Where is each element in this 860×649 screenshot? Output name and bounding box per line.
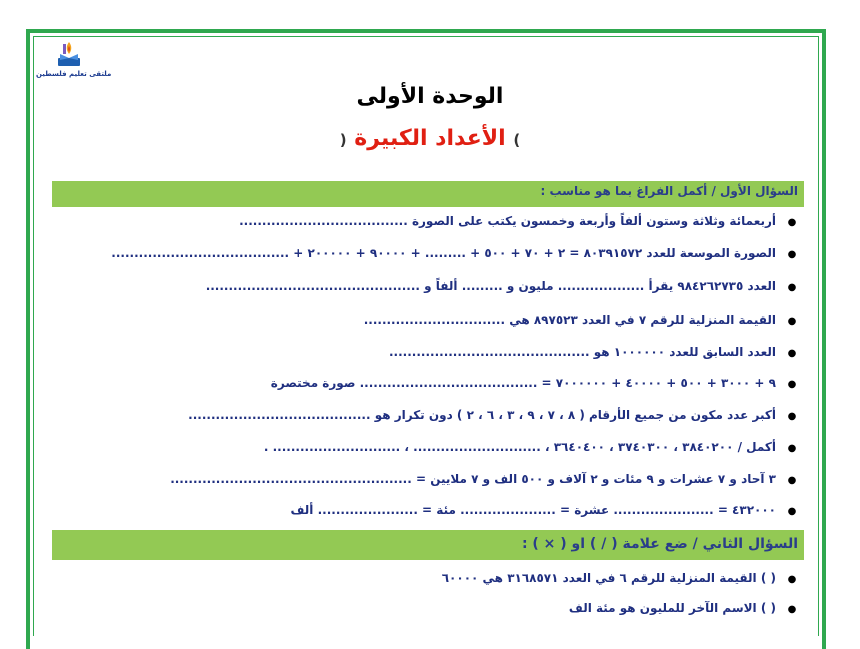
item-text: الصورة الموسعة للعدد ٨٠٣٩١٥٧٢ = ٢ + ٧٠ + ٥٠٠ + ......... + ٩٠٠٠٠ + ٢٠٠٠٠٠ + .......................................: [111, 246, 776, 260]
list-item: [50, 503, 800, 517]
list-item: [50, 601, 800, 615]
item-text: ( ) القيمة المنزلية للرقم ٦ في العدد ٣١٦٨٥٧١ هي ٦٠٠٠٠: [441, 571, 776, 585]
bullet-icon: ●: [787, 282, 797, 293]
list-item: [50, 345, 800, 359]
item-text: أكمل / ٣٨٤٠٢٠٠ ، ٣٧٤٠٣٠٠ ، ٣٦٤٠٤٠٠ ، ............................ ، ............................ .: [263, 440, 776, 454]
list-item: [50, 214, 800, 228]
bullet-icon: ●: [787, 604, 797, 615]
bullet-icon: ●: [787, 316, 797, 327]
list-item: [50, 472, 800, 486]
bullet-icon: ●: [787, 506, 797, 517]
unit-title: الوحدة الأولى: [356, 84, 504, 109]
bullet-icon: ●: [787, 217, 797, 228]
list-item: [50, 246, 800, 260]
bullet-icon: ●: [787, 475, 797, 486]
item-text: أربعمائة وثلاثة وستون ألفاً وأربعة وخمسون يكتب على الصورة .....................................: [239, 214, 776, 228]
list-item: [50, 408, 800, 422]
lesson-title-paren-close: ): [339, 131, 347, 149]
item-text: العدد ٩٨٤٢٦٢٧٣٥ يقرأ ................... مليون و ......... ألفاً و ...............................................: [205, 279, 776, 293]
item-text: ( ) الاسم الآخر للمليون هو مئة الف: [568, 601, 776, 615]
list-item: [50, 313, 800, 327]
item-text: ٩ + ٣٠٠٠ + ٥٠٠ + ٤٠٠٠٠ + ٧٠٠٠٠٠٠ = ....................................... صورة مختصرة: [270, 376, 776, 390]
list-item: [50, 376, 800, 390]
question-1-heading: السؤال الأول / أكمل الفراغ بما هو مناسب :: [52, 181, 804, 207]
item-text: العدد السابق للعدد ١٠٠٠٠٠٠ هو ............................................: [388, 345, 776, 359]
logo-caption: ملتقى تعليم فلسطين: [36, 70, 112, 78]
list-item: [50, 440, 800, 454]
item-text: القيمة المنزلية للرقم ٧ في العدد ٨٩٧٥٢٣ هي ...............................: [363, 313, 776, 327]
list-item: [50, 279, 800, 293]
item-text: أكبر عدد مكون من جميع الأرقام ( ٨ ، ٧ ، ٩ ، ٣ ، ٦ ، ٢ ) دون تكرار هو ........................................: [188, 408, 776, 422]
bullet-icon: ●: [787, 411, 797, 422]
bullet-icon: ●: [787, 574, 797, 585]
bullet-icon: ●: [787, 348, 797, 359]
lesson-title-paren-open: (: [513, 131, 521, 149]
lesson-title-text: الأعداد الكبيرة: [354, 126, 506, 151]
bullet-icon: ●: [787, 443, 797, 454]
site-logo: [36, 38, 112, 82]
list-item: [50, 571, 800, 585]
bullet-icon: ●: [787, 249, 797, 260]
lesson-title: [0, 126, 860, 151]
bullet-icon: ●: [787, 379, 797, 390]
item-text: ٣ آحاد و ٧ عشرات و ٩ مئات و ٢ آلاف و ٥٠٠ الف و ٧ ملايين = .....................................................: [170, 472, 776, 486]
question-2-heading: السؤال الثاني / ضع علامة ( / ) او ( × ) :: [52, 530, 804, 560]
logo-icon: [54, 38, 84, 70]
item-text: ٤٣٢٠٠٠ = ...................... عشرة = ..................... مئة = ...................... ألف: [290, 503, 776, 517]
